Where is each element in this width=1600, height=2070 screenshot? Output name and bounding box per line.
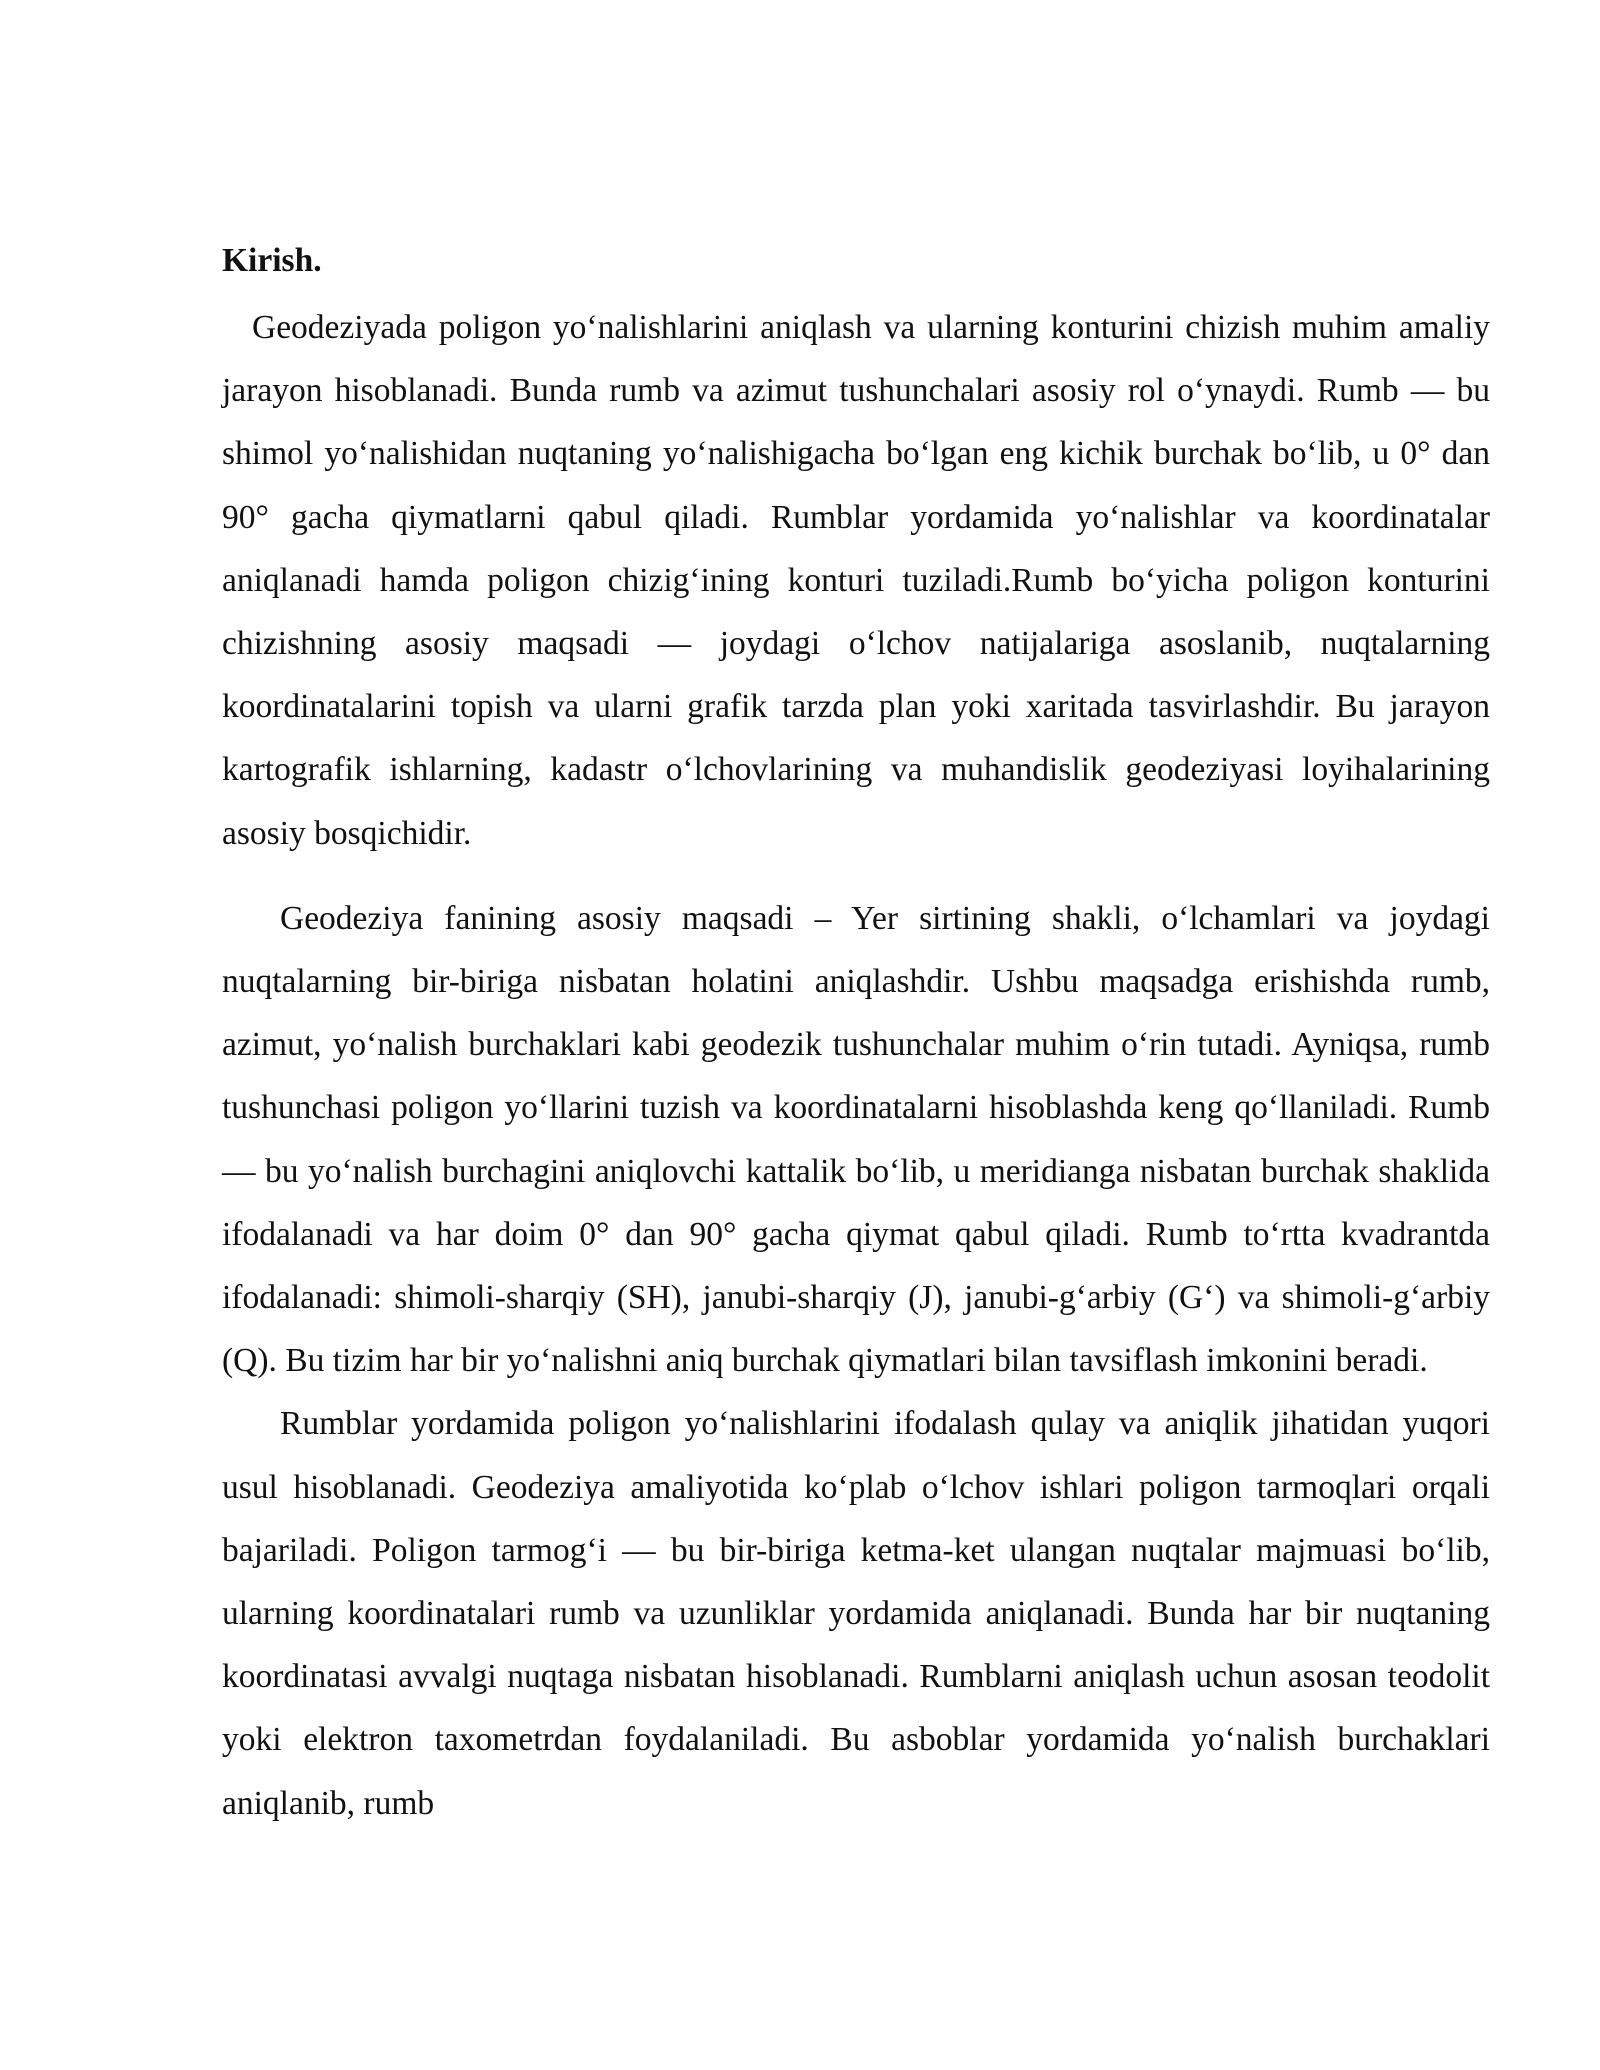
section-heading: Kirish. (222, 242, 322, 279)
paragraph-rumb-usage-text: Rumblar yordamida poligon yo‘nalishlarini ifodalash qulay va aniqlik jihatidan yuqori usul hisoblanadi. Geodeziya amaliyotida ko‘plab o‘lchov ishlari poligon tarmoqlari orqali bajariladi. Poligon tarmog‘i — bu bir-biriga ketma-ket ulangan nuqtalar majmuasi bo‘lib, ularning koordinatalari rumb va uzunliklar yordamida aniqlanadi. Bunda har bir nuqtaning koordinatasi avvalgi nuqtaga nisbatan hisoblanadi. Rumblarni aniqlash uchun asosan teodolit yoki elektron taxometrdan foydalaniladi. Bu asboblar yordamida yo‘nalish burchaklari aniqlanib, rumb (222, 1405, 1490, 1822)
paragraph-geodesy-goal (222, 887, 1490, 1835)
paragraph-geodesy-goal-text: Geodeziya fanining asosiy maqsadi – Yer sirtining shakli, o‘lchamlari va joydagi nuqtalarning bir-biriga nisbatan holatini aniqlashdir. Ushbu maqsadga erishishda rumb, azimut, yo‘nalish burchaklari kabi geodezik tushunchalar muhim o‘rin tutadi. Ayniqsa, rumb tushunchasi poligon yo‘llarini tuzish va koordinatalarni hisoblashda keng qo‘llaniladi. Rumb — bu yo‘nalish burchagini aniqlovchi kattalik bo‘lib, u meridianga nisbatan burchak shaklida ifodalanadi va har doim 0° dan 90° gacha qiymat qabul qiladi. Rumb to‘rtta kvadrantda ifodalanadi: shimoli-sharqiy (SH), janubi-sharqiy (J), janubi-g‘arbiy (G‘) va shimoli-g‘arbiy (Q). Bu tizim har bir yo‘nalishni aniq burchak qiymatlari bilan tavsiflash imkonini beradi. (222, 899, 1490, 1380)
document-page (222, 238, 1490, 1835)
paragraph-intro: Geodeziyada poligon yo‘nalishlarini aniqlash va ularning konturini chizish muhim amaliy jarayon hisoblanadi. Bunda rumb va azimut tushunchalari asosiy rol o‘ynaydi. Rumb — bu shimol yo‘nalishidan nuqtaning yo‘nalishigacha bo‘lgan eng kichik burchak bo‘lib, u 0° dan 90° gacha qiymatlarni qabul qiladi. Rumblar yordamida yo‘nalishlar va koordinatalar aniqlanadi hamda poligon chizig‘ining konturi tuziladi.Rumb bo‘yicha poligon konturini chizishning asosiy maqsadi — joydagi o‘lchov natijalariga asoslanib, nuqtalarning koordinatalarini topish va ularni grafik tarzda plan yoki xaritada tasvirlashdir. Bu jarayon kartografik ishlarning, kadastr o‘lchovlarining va muhandislik geodeziyasi loyihalarining asosiy bosqichidir. (222, 309, 1490, 852)
